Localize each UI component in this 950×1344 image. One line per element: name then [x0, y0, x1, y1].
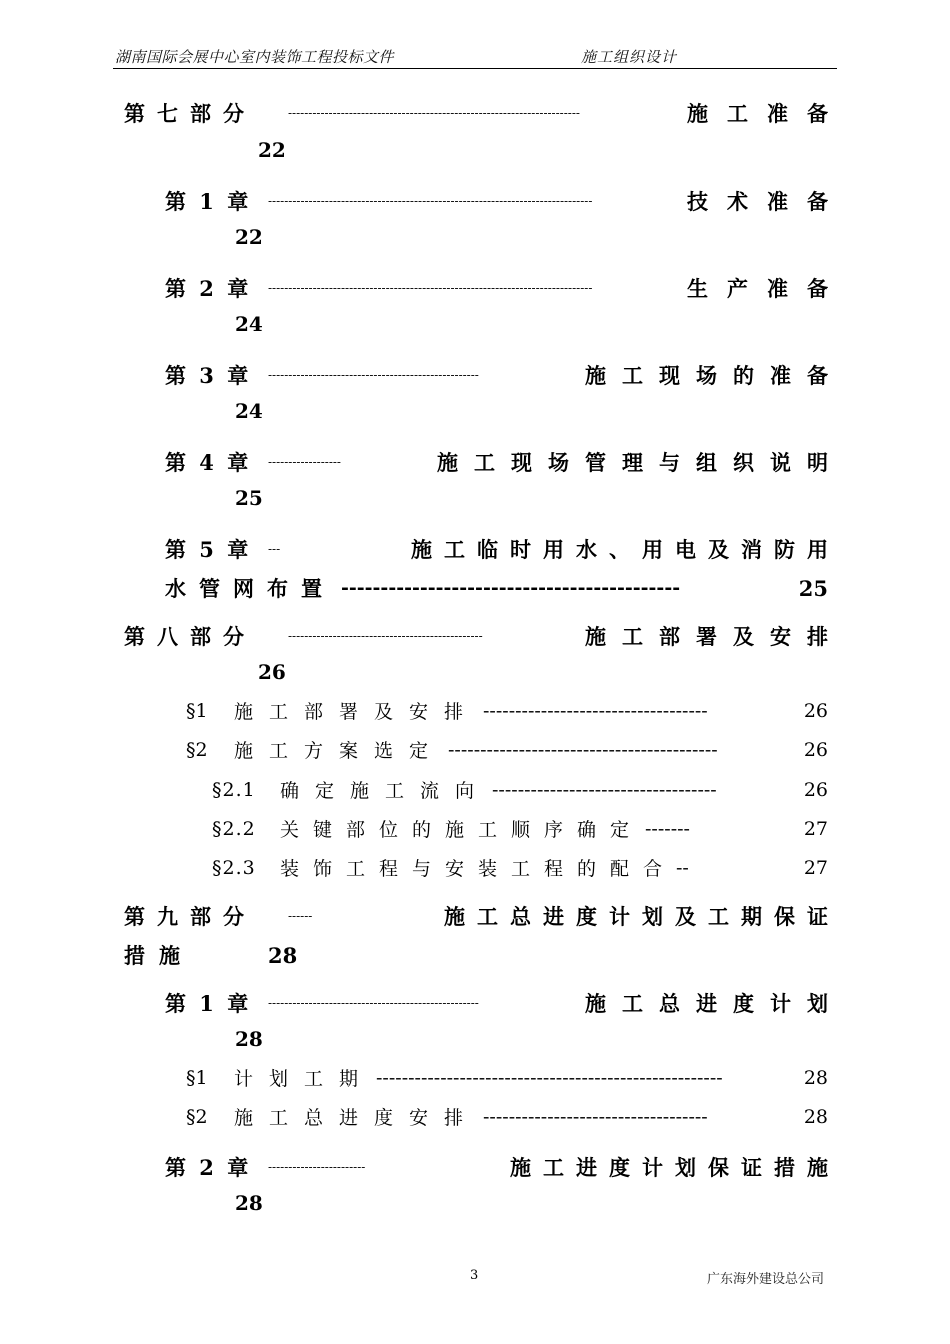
toc-entry-p8-s1[interactable] [186, 697, 828, 724]
toc-page-number: 26 [803, 699, 828, 722]
toc-leader-dashes: ---------------------------------------------------- [268, 368, 479, 382]
toc-title-continued: 水管网布置 [165, 576, 335, 601]
toc-page-number: 22 [258, 138, 286, 162]
toc-leader-dashes: --- [268, 542, 281, 556]
toc-title: 施工部署及安排 [234, 701, 480, 723]
toc-page-number: 26 [803, 738, 828, 761]
toc-title: 施工现场管理与组织说明 [437, 450, 844, 475]
toc-entry-p8-s2-2[interactable] [212, 815, 828, 842]
toc-entry-p9-s1[interactable] [186, 1064, 828, 1091]
toc-leader-dashes: ------ [288, 909, 313, 923]
toc-leader-dashes: ------- [645, 817, 690, 840]
toc-entry-p9-ch1[interactable] [165, 988, 844, 1018]
toc-label: 第 3 章 [165, 363, 249, 388]
toc-entry-p7-ch3[interactable] [165, 360, 844, 390]
toc-entry-p7-ch4[interactable] [165, 447, 844, 477]
toc-leader-dashes: ----------------------------------- [483, 699, 708, 722]
toc-leader-dashes: ------------------ [268, 455, 341, 469]
toc-label: 第 5 章 [165, 537, 249, 562]
toc-leader-dashes: ------------------------------------------------------ [376, 1066, 723, 1089]
toc-leader-dashes: ----------------------------------- [483, 1105, 708, 1128]
toc-leader-dashes: -- [676, 856, 689, 879]
toc-leader-dashes: ------------------------------------------- [341, 577, 681, 599]
toc-page-number: 25 [235, 486, 263, 510]
toc-title: 施工总进度计划 [585, 991, 844, 1016]
toc-leader-dashes: ------------------------------------------------ [288, 629, 483, 643]
toc-label: 第九部分 [124, 904, 256, 929]
toc-page-number: 28 [803, 1105, 828, 1128]
toc-page-number: 28 [803, 1066, 828, 1089]
toc-leader-dashes: ------------------------ [268, 1160, 366, 1174]
toc-leader-dashes: -------------------------------------------------------------------------------- [268, 281, 593, 295]
toc-entry-p7-ch1[interactable] [165, 186, 847, 216]
header-section-title: 施工组织设计 [581, 48, 678, 66]
toc-entry-p7-ch2[interactable] [165, 273, 847, 303]
toc-page-number: 25 [798, 575, 828, 601]
toc-leader-dashes: ------------------------------------------ [448, 738, 718, 761]
toc-leader-dashes: -------------------------------------------------------------------------------- [268, 194, 593, 208]
toc-label: §1 [186, 699, 208, 722]
toc-label: §2 [186, 738, 208, 761]
toc-page-number: 26 [803, 778, 828, 801]
toc-entry-part8[interactable] [124, 621, 844, 651]
toc-entry-part9-cont[interactable] [124, 940, 424, 970]
toc-label: §2.3 [212, 856, 256, 879]
toc-title-continued: 措施 [124, 943, 194, 968]
toc-entry-part7[interactable] [124, 98, 847, 128]
toc-title: 生产准备 [687, 276, 847, 301]
toc-title: 施工准备 [687, 101, 847, 126]
toc-page-number: 28 [235, 1027, 263, 1051]
toc-page-number: 24 [235, 399, 263, 423]
toc-page-number: 28 [268, 942, 298, 968]
toc-title: 施工方案选定 [234, 740, 445, 762]
toc-title: 施工现场的准备 [585, 363, 844, 388]
toc-entry-p8-s2-1[interactable] [212, 776, 828, 803]
toc-page-number: 28 [235, 1191, 263, 1215]
toc-title: 施工总进度安排 [234, 1107, 480, 1129]
toc-leader-dashes: ---------------------------------------------------- [268, 996, 479, 1010]
toc-title: 技术准备 [687, 189, 847, 214]
toc-label: 第 2 章 [165, 1155, 249, 1180]
toc-label: 第七部分 [124, 101, 256, 126]
toc-page-number: 26 [258, 660, 286, 684]
toc-title: 施工临时用水、用电及消防用 [411, 537, 840, 562]
toc-page-number: 27 [803, 856, 828, 879]
toc-entry-p9-ch2[interactable] [165, 1152, 840, 1182]
toc-entry-p7-ch5-cont[interactable] [165, 573, 828, 603]
toc-label: 第八部分 [124, 624, 256, 649]
toc-page-number: 27 [803, 817, 828, 840]
toc-label: 第 1 章 [165, 991, 249, 1016]
toc-label: 第 1 章 [165, 189, 249, 214]
toc-label: 第 4 章 [165, 450, 249, 475]
toc-entry-p7-ch5[interactable] [165, 534, 840, 564]
toc-leader-dashes: ------------------------------------------------------------------------ [288, 106, 580, 120]
toc-title: 计划工期 [234, 1068, 375, 1090]
toc-title: 确定施工流向 [280, 780, 491, 802]
toc-label: §1 [186, 1066, 208, 1089]
toc-leader-dashes: ----------------------------------- [492, 778, 717, 801]
toc-label: 第 2 章 [165, 276, 249, 301]
header-document-title: 湖南国际会展中心室内装饰工程投标文件 [115, 48, 395, 66]
toc-page-number: 22 [235, 225, 263, 249]
toc-entry-part9[interactable] [124, 901, 840, 931]
page-header [113, 44, 837, 69]
toc-entry-p8-s2[interactable] [186, 736, 828, 763]
toc-title: 装饰工程与安装工程的配合 [280, 858, 677, 880]
footer-company-name: 广东海外建设总公司 [707, 1272, 825, 1287]
toc-entry-p9-s2[interactable] [186, 1103, 828, 1130]
toc-page-number: 24 [235, 312, 263, 336]
toc-title: 关键部位的施工顺序确定 [280, 819, 644, 841]
toc-title: 施工进度计划保证措施 [510, 1155, 840, 1180]
toc-label: §2.2 [212, 817, 256, 840]
toc-entry-p8-s2-3[interactable] [212, 854, 828, 881]
toc-label: §2 [186, 1105, 208, 1128]
toc-label: §2.1 [212, 778, 256, 801]
footer-page-number: 3 [470, 1268, 479, 1283]
toc-title: 施工部署及安排 [585, 624, 844, 649]
toc-title: 施工总进度计划及工期保证 [444, 904, 840, 929]
